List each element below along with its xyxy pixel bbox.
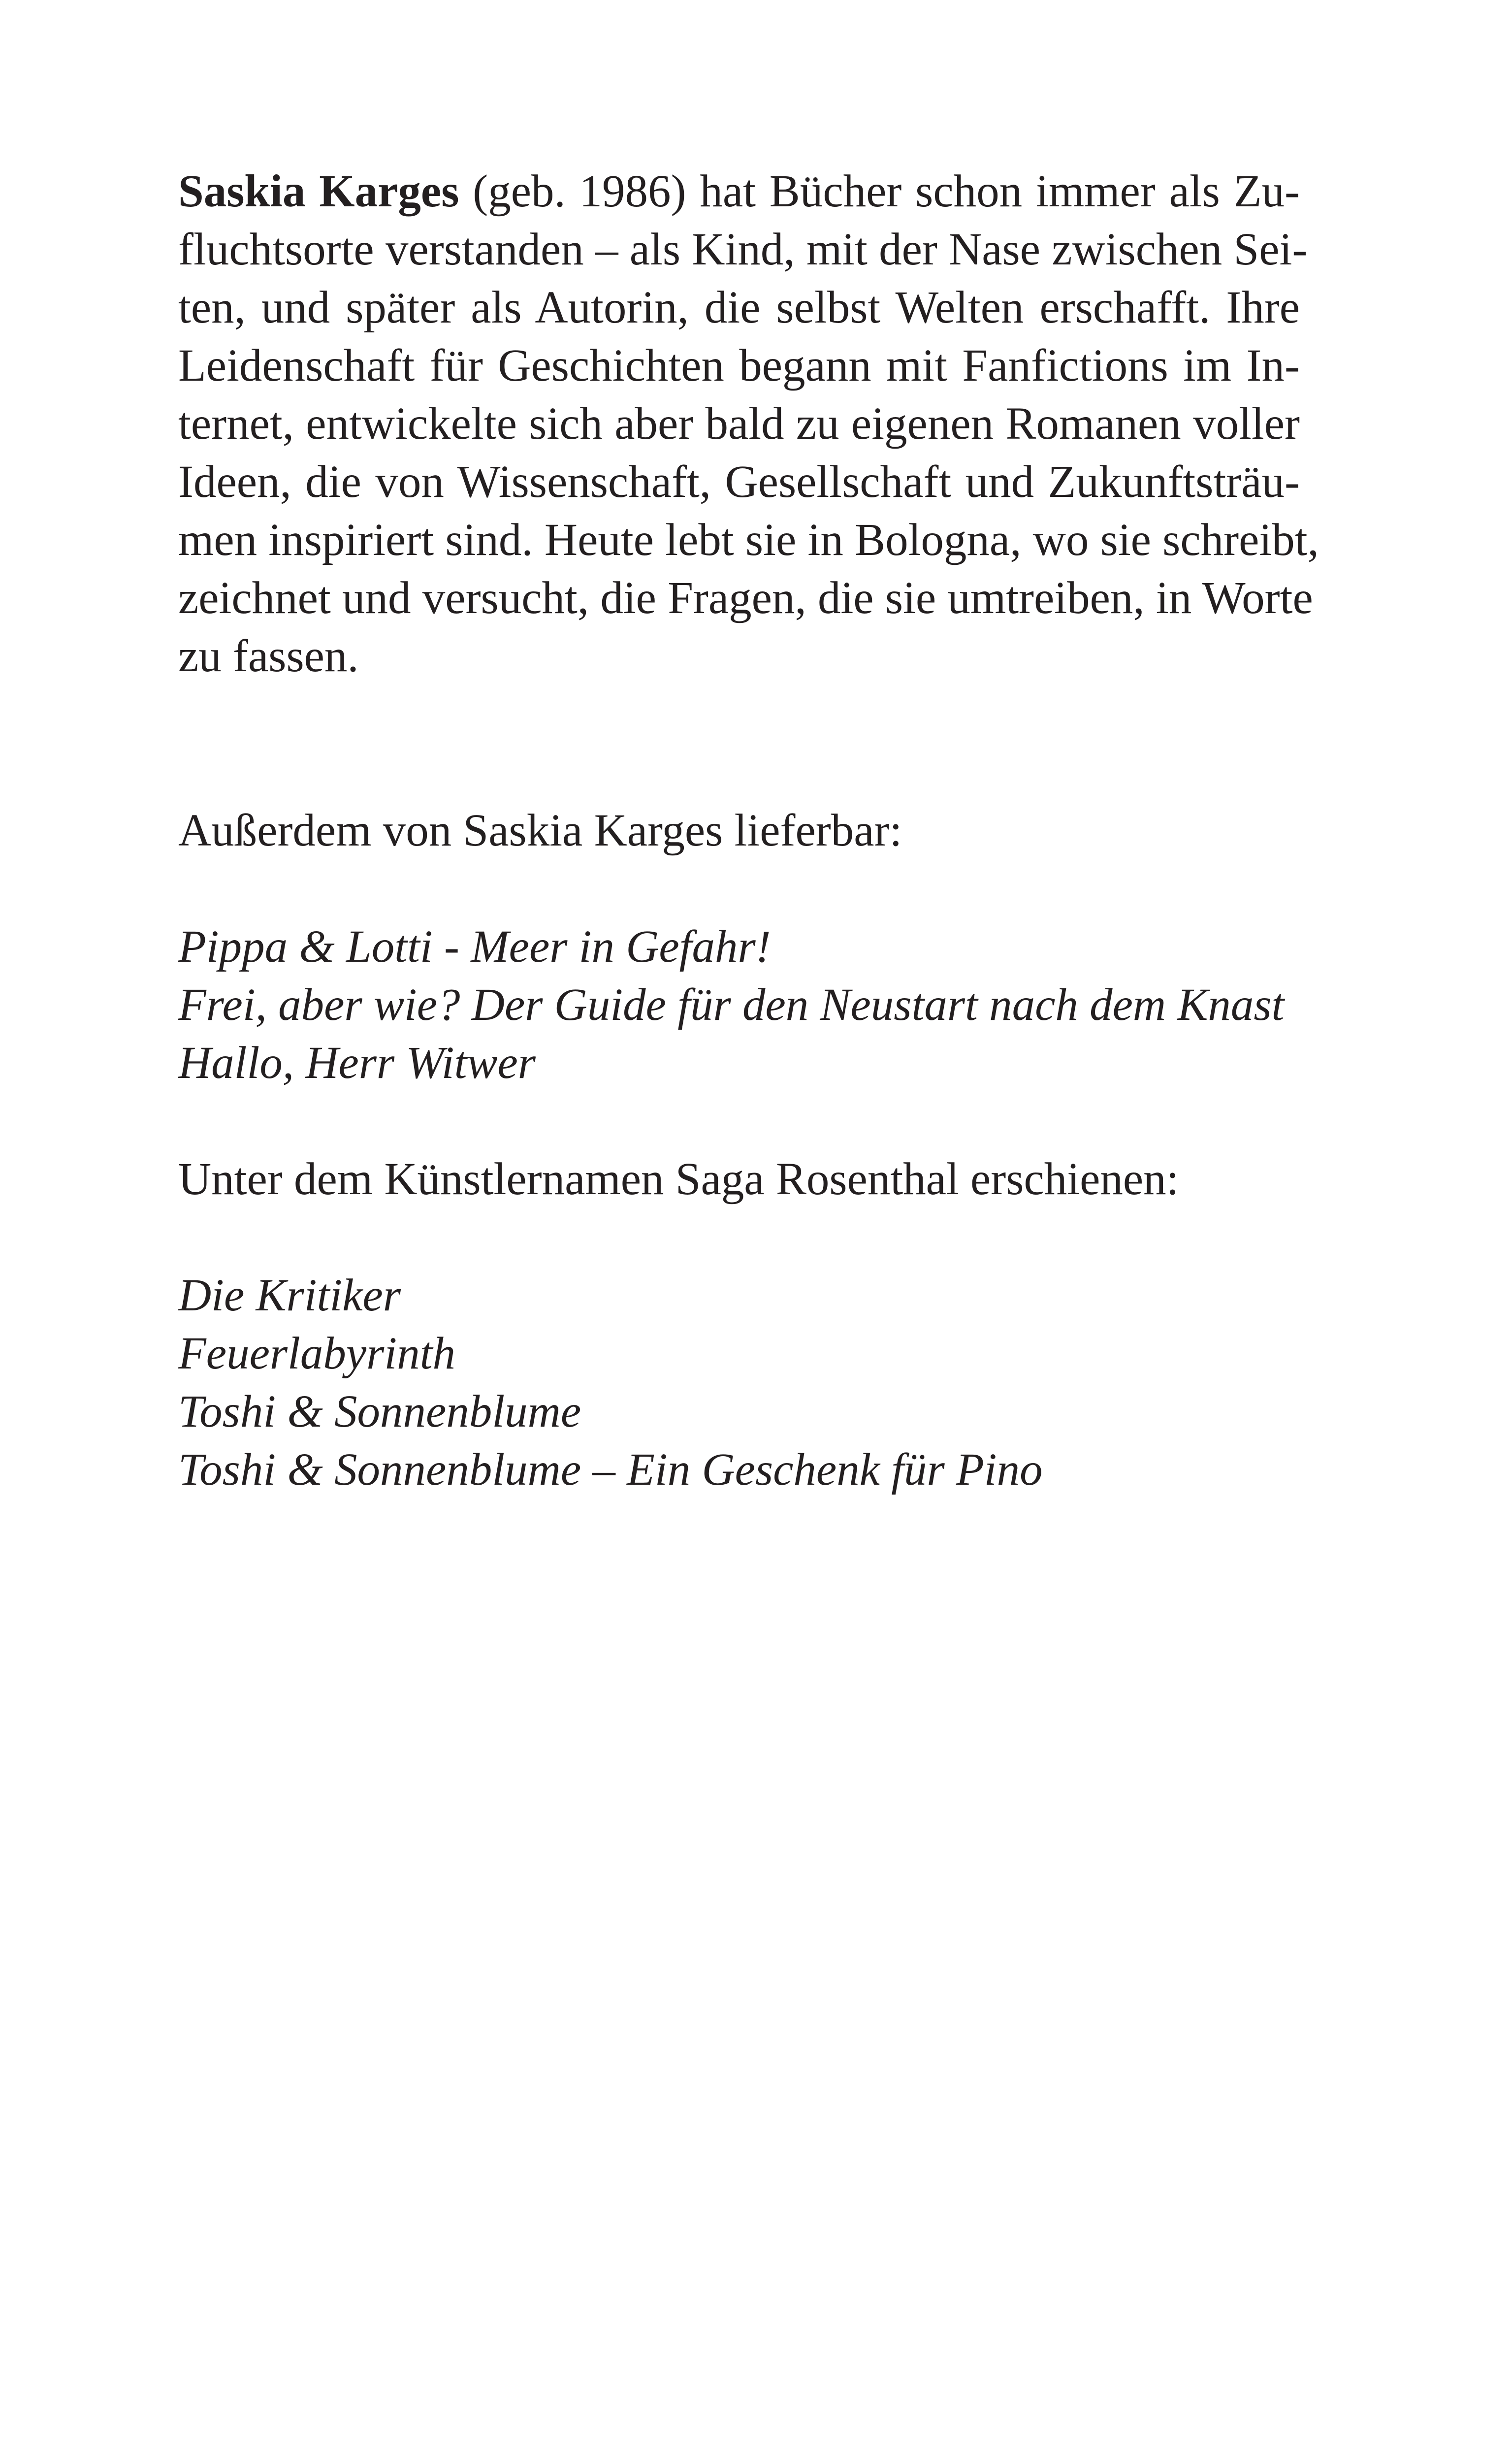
book-title: Hallo, Herr Witwer [178, 1038, 536, 1088]
author-bio [178, 163, 1319, 685]
more-books-list [178, 918, 1300, 1092]
bio-line: fluchtsorte verstanden – als Kind, mit der Nase zwischen Sei- [178, 224, 1308, 275]
book-title: Pippa & Lotti - Meer in Gefahr! [178, 921, 771, 972]
bio-line-text: (geb. 1986) hat Bücher schon immer als Zu- [459, 166, 1300, 217]
book-title: Frei, aber wie? Der Guide für den Neustart nach dem Knast [178, 979, 1285, 1030]
book-title: Toshi & Sonnenblume [178, 1386, 581, 1437]
bio-line: Ideen, die von Wissenschaft, Gesellschaft und Zukunftsträu- [178, 456, 1300, 507]
bio-line: ten, und später als Autorin, die selbst Welten erschafft. Ihre [178, 282, 1300, 333]
pseudonym-books-heading: Unter dem Künstlernamen Saga Rosenthal erschienen: [178, 1154, 1179, 1205]
book-title: Toshi & Sonnenblume – Ein Geschenk für Pino [178, 1444, 1043, 1495]
bio-line: zu fassen. [178, 631, 359, 682]
bio-line: men inspiriert sind. Heute lebt sie in Bologna, wo sie schreibt, [178, 515, 1319, 565]
book-title: Die Kritiker [178, 1270, 401, 1321]
page-content [178, 163, 1319, 1499]
book-title: Feuerlabyrinth [178, 1328, 456, 1379]
bio-line [178, 163, 1300, 221]
bio-line: ternet, entwickelte sich aber bald zu eigenen Romanen voller [178, 398, 1300, 449]
pseudonym-books-list [178, 1267, 1300, 1499]
bio-line: Leidenschaft für Geschichten begann mit Fanfictions im In- [178, 340, 1300, 391]
author-name: Saskia Karges [178, 166, 459, 217]
more-books-heading: Außerdem von Saskia Karges lieferbar: [178, 805, 902, 856]
bio-line: zeichnet und versucht, die Fragen, die sie umtreiben, in Worte [178, 573, 1313, 623]
